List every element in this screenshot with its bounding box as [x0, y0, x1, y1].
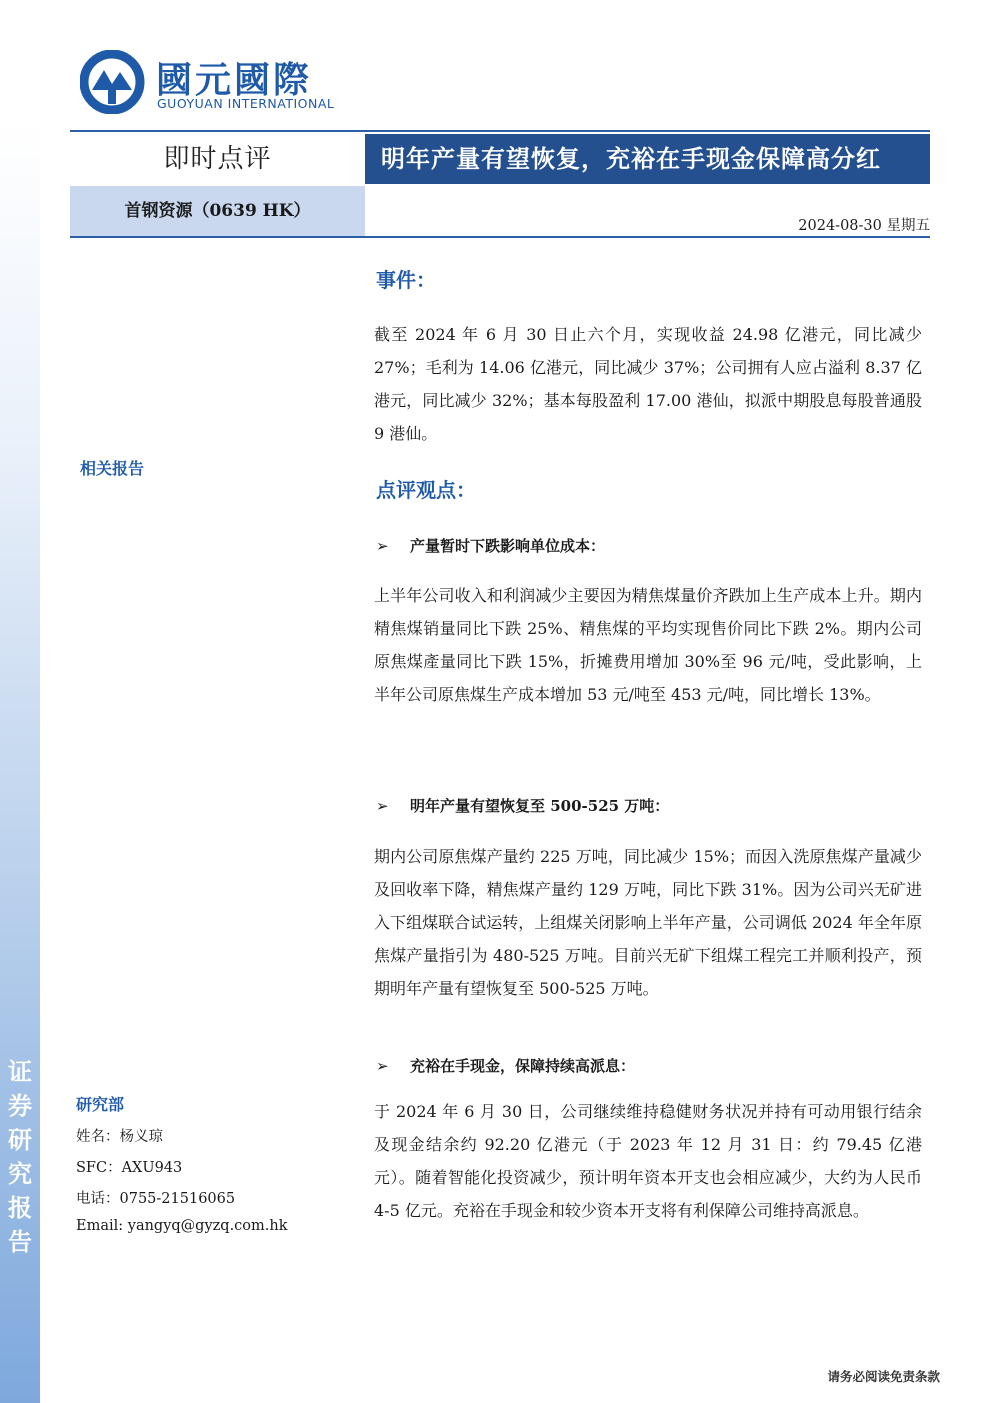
analyst-sfc: SFC：AXU943: [76, 1160, 183, 1176]
point-heading-text: 充裕在手现金，保障持续高派息：: [410, 1057, 636, 1075]
point-heading-text: 明年产量有望恢复至 500-525 万吨：: [410, 797, 670, 815]
comment-title: 点评观点：: [376, 478, 476, 502]
disclaimer-link[interactable]: 请务必阅读免责条款: [827, 1369, 940, 1384]
point-heading-text: 产量暂时下跌影响单位成本：: [410, 537, 606, 555]
company-logo: [80, 50, 340, 114]
analyst-email[interactable]: Email: yangyq@gyzq.com.hk: [76, 1218, 288, 1234]
event-paragraph: 截至 2024 年 6 月 30 日止六个月，实现收益 24.98 亿港元，同比减少 27%；毛利为 14.06 亿港元，同比减少 37%；公司拥有人应占溢利 8.37 亿港元，同比减少 32%；基本每股盈利 17.00 港仙，拟派中期股息每股普通股 9 港仙。: [374, 325, 922, 443]
analyst-name: 姓名：杨义琼: [76, 1129, 163, 1145]
arrow-bullet-icon: ➢: [376, 1057, 389, 1075]
arrow-bullet-icon: ➢: [376, 537, 389, 555]
vertical-label: 证券研究报告: [8, 1057, 32, 1256]
arrow-bullet-icon: ➢: [376, 797, 389, 815]
related-reports-heading: 相关报告: [80, 459, 145, 478]
logo-name-cn: 國元國際: [156, 60, 313, 101]
logo-mark-icon: [80, 50, 146, 114]
header-bottom-rule: [70, 236, 930, 238]
point-paragraph-1: 上半年公司收入和利润减少主要因为精焦煤量价齐跌加上生产成本上升。期内精焦煤销量同比下跌 25%、精焦煤的平均实现售价同比下跌 2%。期内公司原焦煤產量同比下跌 15%，折摊费用增加 30%至 96 元/吨，受此影响，上半年公司原焦煤生产成本增加 53 元/吨至 453 元/吨，同比增长 13%。: [374, 586, 922, 704]
point-heading-1: [376, 535, 605, 556]
logo-name-en: GUOYUAN INTERNATIONAL: [157, 96, 335, 111]
analyst-phone: 电话：0755-21516065: [76, 1191, 236, 1207]
report-date: 2024-08-30 星期五: [798, 218, 930, 234]
event-title: 事件：: [376, 268, 436, 292]
point-heading-2: [376, 795, 669, 816]
point-paragraph-2: 期内公司原焦煤产量约 225 万吨，同比减少 15%；而因入洗原焦煤产量减少及回收率下降，精焦煤产量约 129 万吨，同比下跌 31%。因为公司兴无矿进入下组煤联合试运转，上组煤关闭影响上半年产量，公司调低 2024 年全年原焦煤产量指引为 480-525 万吨。目前兴无矿下组煤工程完工并顺利投产，预期明年产量有望恢复至 500-525 万吨。: [374, 847, 922, 998]
header-top-rule: [70, 130, 930, 132]
research-dept-heading: 研究部: [76, 1095, 125, 1114]
report-type: 即时点评: [163, 144, 272, 174]
point-paragraph-3: 于 2024 年 6 月 30 日，公司继续维持稳健财务状况并持有可动用银行结余及现金结余约 92.20 亿港元（于 2023 年 12 月 31 日：约 79.45 亿港元）。随着智能化投资减少，预计明年资本开支也会相应减少，大约为人民币 4-5 亿元。充裕在手现金和较少资本开支将有利保障公司维持高派息。: [374, 1102, 922, 1220]
report-headline: 明年产量有望恢复，充裕在手现金保障高分红: [365, 134, 930, 184]
company-ticker: 首钢资源（0639 HK）: [70, 186, 365, 236]
point-heading-3: [376, 1055, 635, 1076]
